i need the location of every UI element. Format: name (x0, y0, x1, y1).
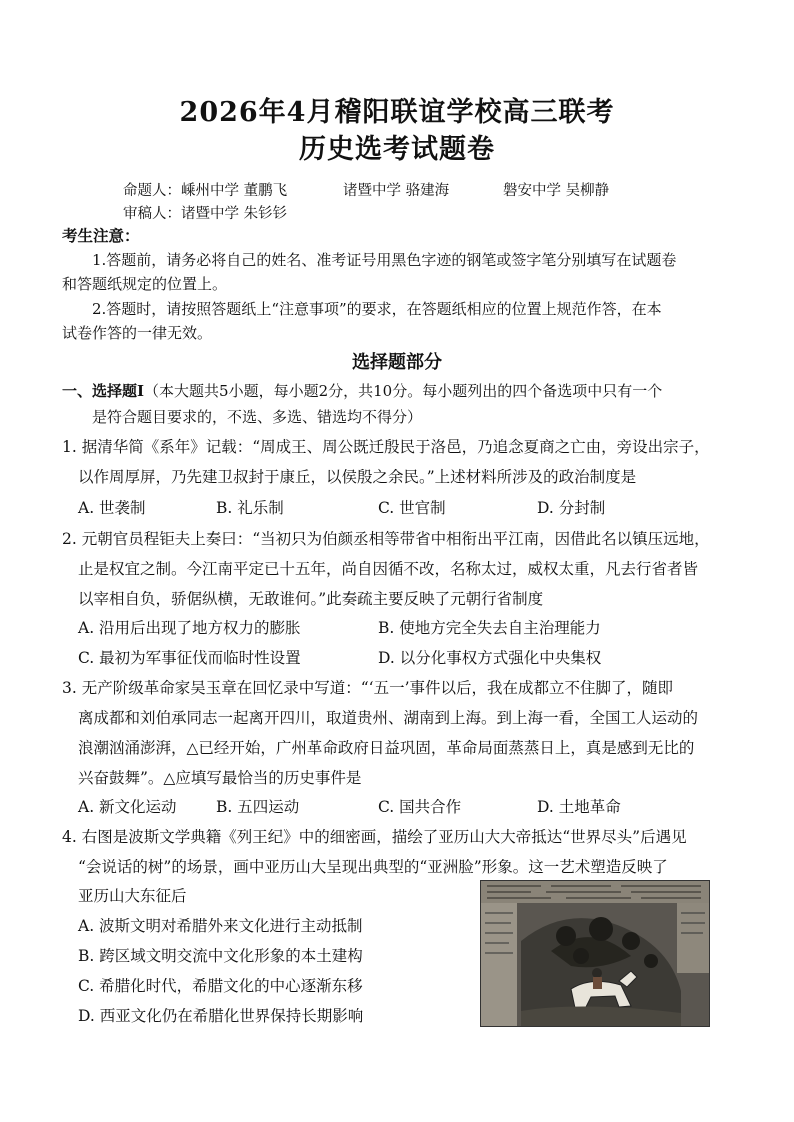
q2-line3: 以宰相自负，骄倨纵横，无敢谁何。”此奏疏主要反映了元朝行省制度 (78, 590, 544, 608)
part1-header (62, 380, 662, 401)
q3-option-b: B. 五四运动 (216, 798, 300, 816)
q1-option-b: B. 礼乐制 (216, 499, 284, 517)
q4-option-b: B. 跨区域文明交流中文化形象的本土建构 (78, 947, 363, 965)
setter-3: 磐安中学 吴柳静 (503, 183, 610, 199)
q1-option-d: D. 分封制 (537, 499, 606, 517)
q1-option-a: A. 世袭制 (78, 499, 146, 517)
q1-option-c: C. 世官制 (378, 499, 446, 517)
q2-option-d: D. 以分化事权方式强化中央集权 (378, 649, 602, 667)
q2-option-a: A. 沿用后出现了地方权力的膨胀 (78, 619, 301, 637)
q4-line1: 4. 右图是波斯文学典籍《列王纪》中的细密画，描绘了亚历山大大帝抵达“世界尽头”后遇见 (62, 828, 687, 846)
exam-title: 2026年4月稽阳联谊学校高三联考 (179, 97, 615, 128)
notice-item2-line2: 试卷作答的一律无效。 (62, 324, 213, 342)
q2-option-b: B. 使地方完全失去自主治理能力 (378, 619, 601, 637)
reviewer-row (123, 202, 287, 223)
reviewer: 诸暨中学 朱钐钐 (181, 206, 288, 222)
part1-label: 一、选择题Ⅰ (62, 382, 145, 400)
part1-desc-line1: （本大题共5小题，每小题2分，共10分。每小题列出的四个备选项中只有一个 (144, 382, 663, 400)
section-title: 选择题部分 (352, 352, 442, 373)
notice-item1-line2: 和答题纸规定的位置上。 (62, 275, 228, 293)
setter-label: 命题人： (123, 183, 181, 199)
q4-option-c: C. 希腊化时代，希腊文化的中心逐渐东移 (78, 977, 363, 995)
notice-item2-line1: 2.答题时，请按照答题纸上“注意事项”的要求，在答题纸相应的位置上规范作答，在本 (92, 300, 662, 318)
q3-option-c: C. 国共合作 (378, 798, 462, 816)
setter-2: 诸暨中学 骆建海 (343, 183, 450, 199)
q1-line2: 以作周厚屏，乃先建卫叔封于康丘，以侯殷之余民。”上述材料所涉及的政治制度是 (78, 468, 637, 486)
q3-option-d: D. 土地革命 (537, 798, 621, 816)
q2-line1: 2. 元朝官员程钜夫上奏曰：“当初只为伯颜丞相等带省中相衔出平江南，因借此名以镇压远地， (62, 530, 710, 548)
q1-line1: 1. 据清华简《系年》记载：“周成王、周公既迁殷民于洛邑，乃追念夏商之亡由，旁设出宗子， (62, 438, 710, 456)
q4-line2: “会说话的树”的场景，画中亚历山大呈现出典型的“亚洲脸”形象。这一艺术塑造反映了 (78, 858, 668, 876)
q4-option-d: D. 西亚文化仍在希腊化世界保持长期影响 (78, 1007, 364, 1025)
notice-heading: 考生注意： (62, 226, 140, 245)
setter-1: 嵊州中学 董鹏飞 (181, 183, 288, 199)
q3-line3: 浪潮汹涌澎湃，△已经开始，广州革命政府日益巩固，革命局面蒸蒸日上，真是感到无比的 (78, 739, 695, 757)
q3-line4: 兴奋鼓舞”。△应填写最恰当的历史事件是 (78, 769, 362, 787)
q2-option-c: C. 最初为军事征伐而临时性设置 (78, 649, 301, 667)
q4-option-a: A. 波斯文明对希腊外来文化进行主动抵制 (78, 917, 363, 935)
reviewer-label: 审稿人： (123, 206, 181, 222)
q3-line2: 离成都和刘伯承同志一起离开四川，取道贵州、湖南到上海。到上海一看，全国工人运动的 (78, 709, 699, 727)
q3-line1: 3. 无产阶级革命家吴玉章在回忆录中写道：“‘五一’事件以后，我在成都立不住脚了，随即 (62, 679, 673, 697)
q2-line2: 止是权宜之制。今江南平定已十五年，尚自因循不改，名称太过，威权太重，凡去行省者皆 (78, 560, 699, 578)
q4-line3: 亚历山大东征后 (78, 887, 187, 905)
exam-subtitle: 历史选考试题卷 (299, 134, 495, 165)
part1-desc-line2: 是符合题目要求的，不选、多选、错选均不得分） (92, 408, 423, 426)
setter-row (123, 179, 287, 200)
notice-item1-line1: 1.答题前，请务必将自己的姓名、准考证号用黑色字迹的钢笔或签字笔分别填写在试题卷 (92, 251, 677, 269)
persian-miniature-image (480, 880, 710, 1027)
q3-option-a: A. 新文化运动 (78, 798, 177, 816)
